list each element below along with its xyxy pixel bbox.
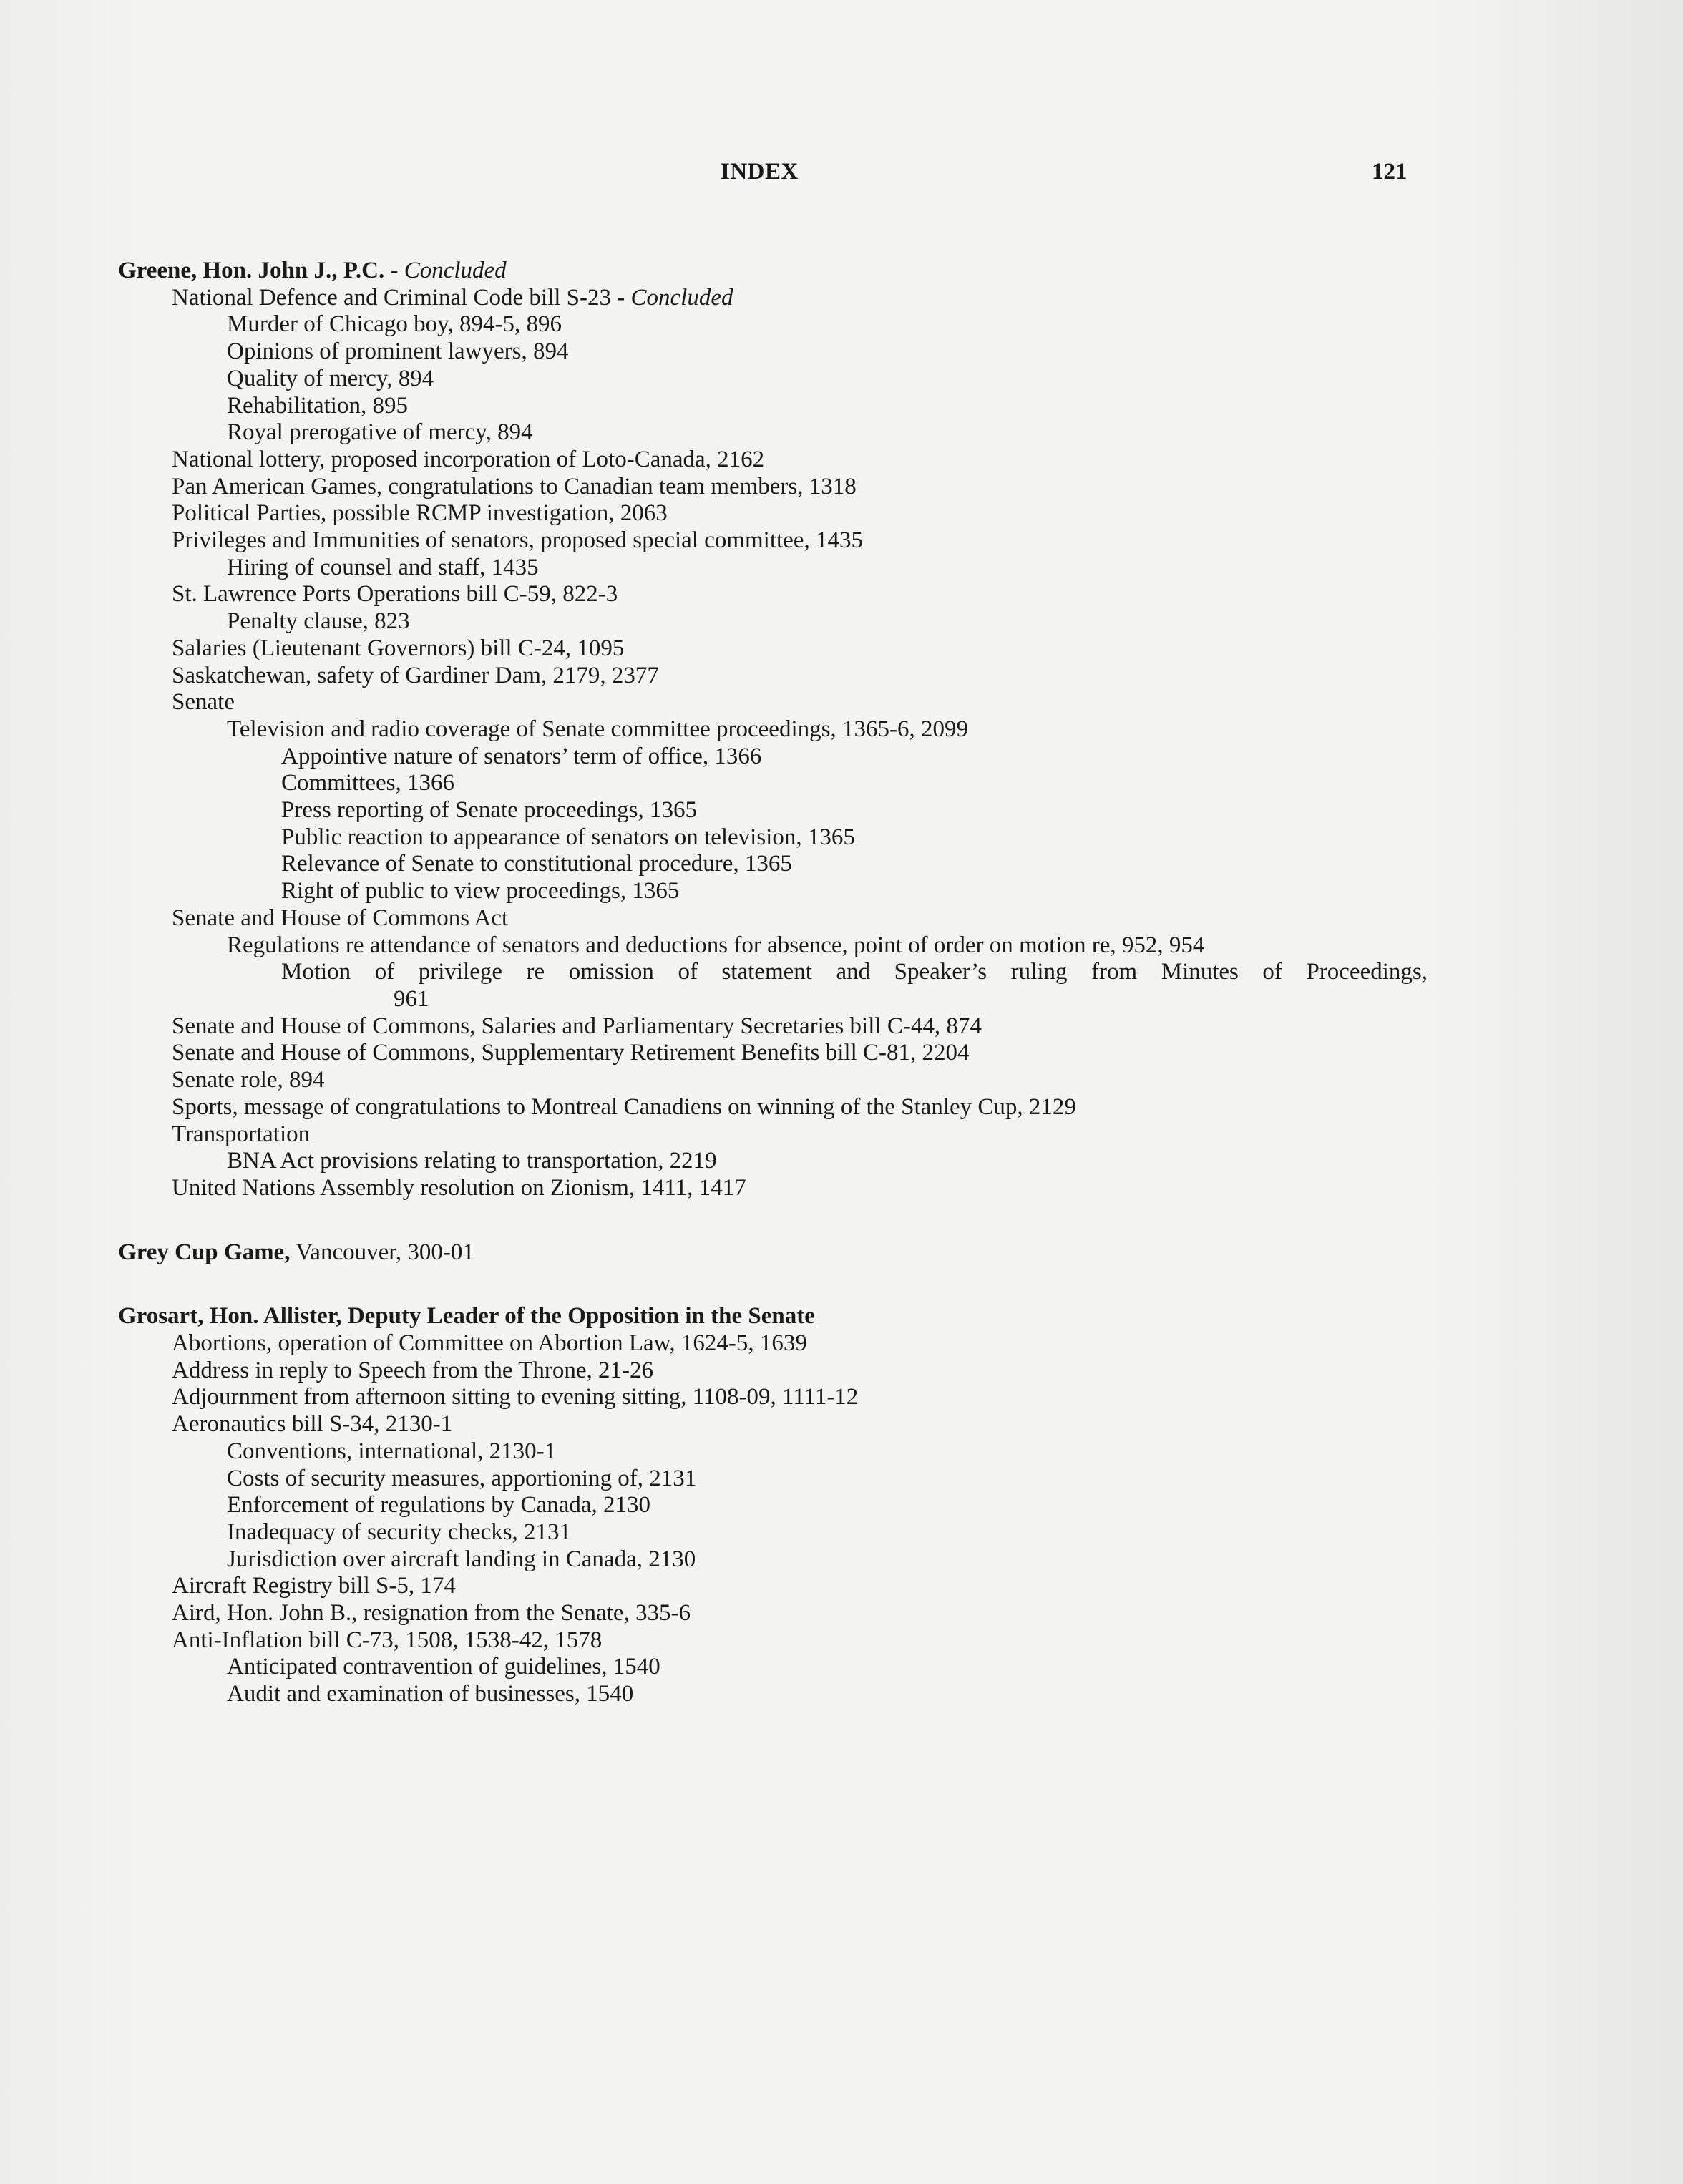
index-subentry: Enforcement of regulations by Canada, 2130 xyxy=(227,1492,650,1518)
index-subentry: National lottery, proposed incorporation of Loto-Canada, 2162 xyxy=(172,446,765,472)
index-subentry: Royal prerogative of mercy, 894 xyxy=(227,419,533,446)
entry-heading xyxy=(118,1239,1428,1267)
index-subentry: Aircraft Registry bill S-5, 174 xyxy=(172,1573,456,1599)
index-subentry: Quality of mercy, 894 xyxy=(227,365,434,391)
index-subentry: Press reporting of Senate proceedings, 1365 xyxy=(281,797,698,824)
index-subentry: Hiring of counsel and staff, 1435 xyxy=(227,554,539,580)
index-subentry: Public reaction to appearance of senators on television, 1365 xyxy=(281,824,855,850)
index-subentry: Motion of privilege re omission of statement and Speaker’s ruling from Minutes of Proceedings, xyxy=(281,959,1428,985)
index-subentry: Rehabilitation, 895 xyxy=(227,392,408,419)
running-head xyxy=(0,159,1683,195)
entry-heading xyxy=(118,1303,1428,1330)
index-subentry: Senate role, 894 xyxy=(172,1067,325,1093)
index-subentry: Relevance of Senate to constitutional procedure, 1365 xyxy=(281,851,792,877)
index-subentry: Anti-Inflation bill C-73, 1508, 1538-42, 1578 xyxy=(172,1627,603,1653)
index-subentry: Television and radio coverage of Senate committee proceedings, 1365-6, 2099 xyxy=(227,716,968,742)
index-subentry: Adjournment from afternoon sitting to evening sitting, 1108-09, 1111-12 xyxy=(172,1384,859,1410)
index-subentry: Committees, 1366 xyxy=(281,770,454,796)
index-subentry: Costs of security measures, apportioning of, 2131 xyxy=(227,1465,697,1491)
index-subentry: Senate and House of Commons, Supplementary Retirement Benefits bill C-81, 2204 xyxy=(172,1040,970,1066)
index-subentry: Penalty clause, 823 xyxy=(227,608,410,635)
index-subentry: Senate and House of Commons, Salaries and Parliamentary Secretaries bill C-44, 874 xyxy=(172,1013,982,1039)
subentry-text: National Defence and Criminal Code bill S-23 - xyxy=(172,284,631,311)
index-subentry: Political Parties, possible RCMP investigation, 2063 xyxy=(172,500,668,527)
index-subentry: United Nations Assembly resolution on Zionism, 1411, 1417 xyxy=(172,1174,746,1201)
index-subentry: Regulations re attendance of senators and deductions for absence, point of order on motion re, 952, 954 xyxy=(227,932,1205,958)
index-subentry: Saskatchewan, safety of Gardiner Dam, 2179, 2377 xyxy=(172,662,659,688)
index-subentry: Opinions of prominent lawyers, 894 xyxy=(227,338,569,365)
index-subentry: Privileges and Immunities of senators, proposed special committee, 1435 xyxy=(172,527,863,554)
index-subentry: Inadequacy of security checks, 2131 xyxy=(227,1518,572,1545)
index-subentry: Abortions, operation of Committee on Abortion Law, 1624-5, 1639 xyxy=(172,1330,807,1357)
index-subentry: Senate and House of Commons Act xyxy=(172,905,509,931)
entry-heading-name: Greene, Hon. John J., P.C. xyxy=(118,258,385,283)
index-subentry: Address in reply to Speech from the Throne, 21-26 xyxy=(172,1357,653,1383)
entry-heading-name: Grosart, Hon. Allister, Deputy Leader of the Opposition in the Senate xyxy=(118,1303,815,1330)
continued-label: Concluded xyxy=(404,258,507,283)
page-title: INDEX xyxy=(721,159,799,185)
index-subentry: Pan American Games, congratulations to Canadian team members, 1318 xyxy=(172,473,857,499)
entry-heading-name: Grey Cup Game, xyxy=(118,1239,291,1265)
entry-heading: Greene, Hon. John J., P.C. - Concluded xyxy=(118,258,507,283)
entry-heading-detail: Vancouver, 300-01 xyxy=(290,1239,474,1265)
index-subentry: Aeronautics bill S-34, 2130-1 xyxy=(172,1411,453,1438)
index-subentry: Transportation xyxy=(172,1121,311,1147)
index-subentry: Right of public to view proceedings, 1365 xyxy=(281,878,680,905)
index-subentry-continuation: 961 xyxy=(394,985,429,1012)
index-subentry: St. Lawrence Ports Operations bill C-59, 822-3 xyxy=(172,581,618,608)
index-entry-greene xyxy=(118,258,1428,1202)
index-entry-grey-cup xyxy=(118,1239,1428,1267)
index-subentry: Sports, message of congratulations to Montreal Canadiens on winning of the Stanley Cup, 2129 xyxy=(172,1093,1076,1120)
page-number: 121 xyxy=(1372,159,1408,185)
index-subentry: Aird, Hon. John B., resignation from the Senate, 335-6 xyxy=(172,1600,691,1627)
index-body xyxy=(118,258,1428,1745)
index-subentry: Anticipated contravention of guidelines, 1540 xyxy=(227,1654,660,1680)
index-subentry: Appointive nature of senators’ term of office, 1366 xyxy=(281,743,762,769)
index-subentry: Audit and examination of businesses, 1540 xyxy=(227,1681,634,1707)
index-subentry: Jurisdiction over aircraft landing in Canada, 2130 xyxy=(227,1546,696,1572)
index-entry-grosart xyxy=(118,1303,1428,1708)
index-subentry: BNA Act provisions relating to transportation, 2219 xyxy=(227,1148,717,1174)
index-subentry xyxy=(118,285,1428,312)
index-subentry: Murder of Chicago boy, 894-5, 896 xyxy=(227,311,562,338)
index-subentry: Salaries (Lieutenant Governors) bill C-24, 1095 xyxy=(172,635,625,661)
index-subentry: Senate xyxy=(172,689,235,716)
index-subentry: Conventions, international, 2130-1 xyxy=(227,1438,557,1464)
continued-label: Concluded xyxy=(630,284,733,311)
